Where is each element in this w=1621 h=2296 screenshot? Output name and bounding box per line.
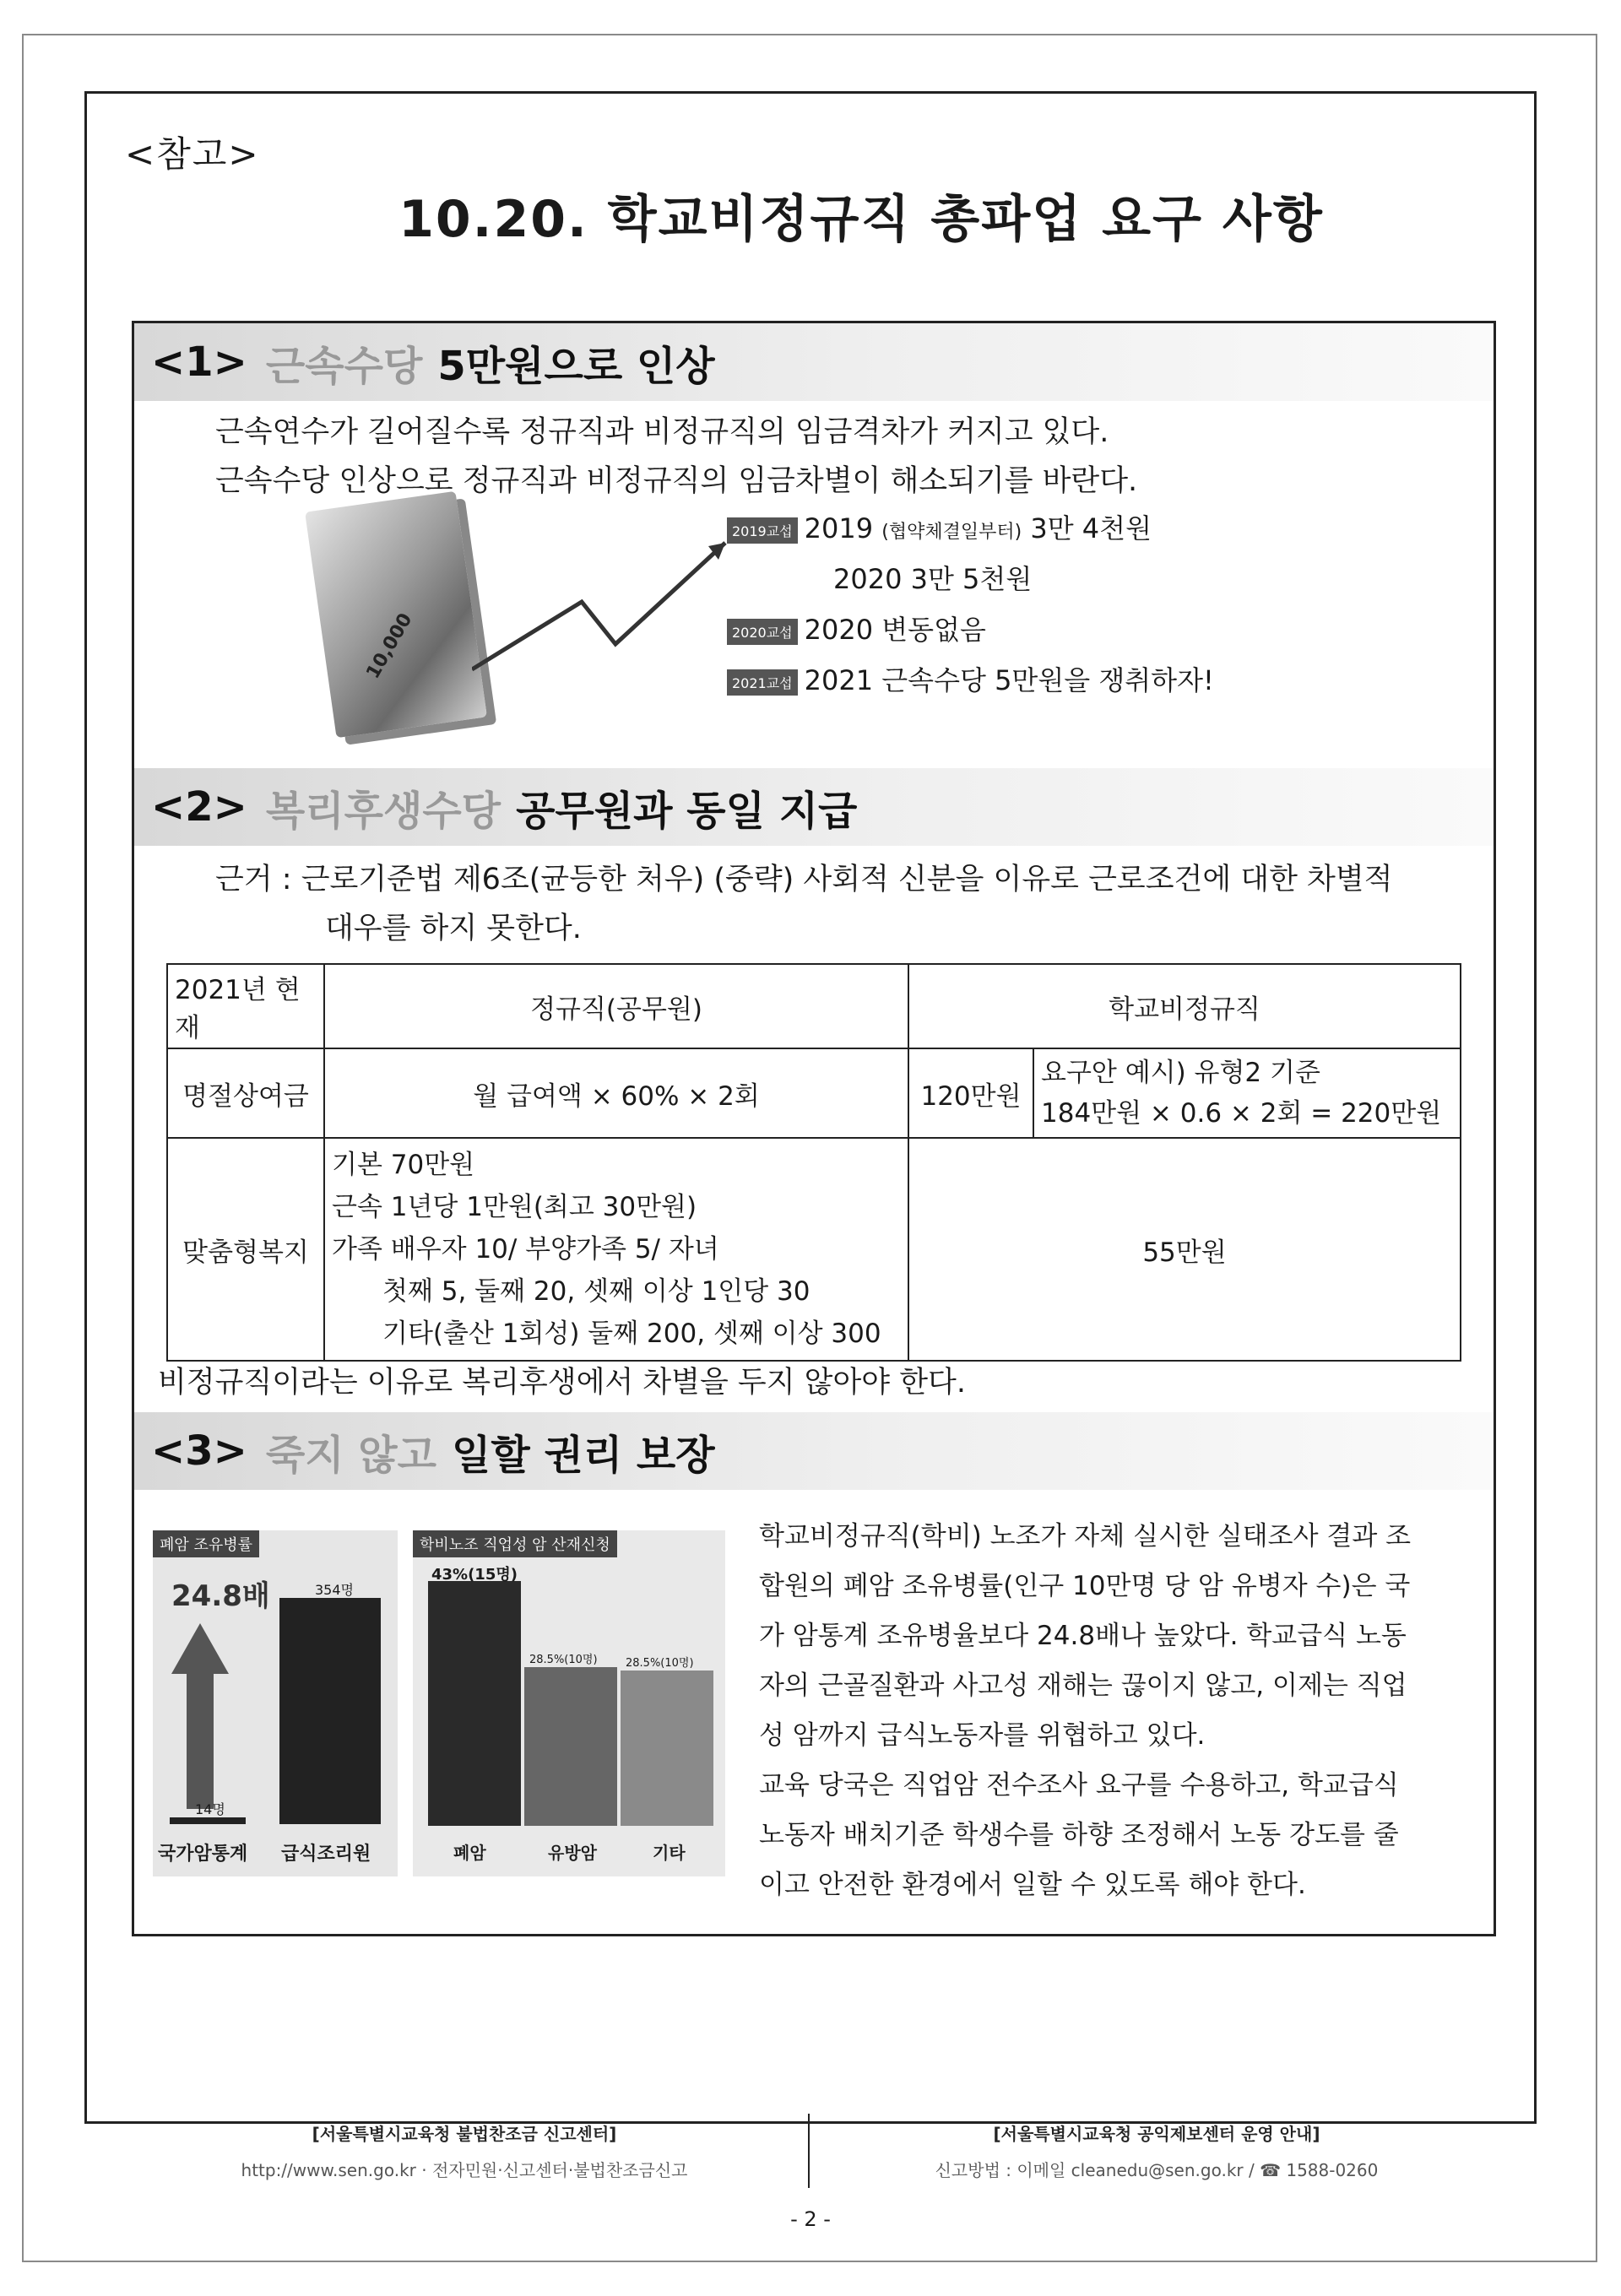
timeline-text: 변동없음 — [881, 614, 986, 646]
timeline-tag: 2020교섭 — [727, 619, 798, 645]
money-bundle-label: 10,000 — [362, 609, 417, 683]
paragraph-line: 성 암까지 급식노동자를 위협하고 있다. — [759, 1720, 1206, 1751]
chart-tag: 학비노조 직업성 암 산재신청 — [413, 1530, 617, 1557]
paragraph-line: 이고 안전한 환경에서 일할 수 있도록 해야 한다. — [759, 1870, 1306, 1900]
table-header-row — [167, 964, 1461, 1048]
table-cell: 120만원 — [908, 1048, 1033, 1138]
section3-heading-rest: 일할 권리 보장 — [452, 1431, 715, 1479]
paragraph-line: 가 암통계 조유병율보다 24.8배나 높았다. 학교급식 노동 — [759, 1621, 1407, 1651]
basis-line: 대우를 하지 못한다. — [325, 912, 582, 945]
section1-heading — [134, 323, 1494, 401]
table-row — [167, 1138, 1461, 1361]
section1-line: 근속수당 인상으로 정규직과 비정규직의 임금차별이 해소되기를 바란다. — [215, 464, 1138, 498]
multiplier-label: 24.8배 — [171, 1579, 270, 1613]
bar-value-label: 28.5%(10명) — [529, 1654, 598, 1666]
bar-label: 급식조리원 — [281, 1844, 371, 1865]
timeline-year: 2021 — [804, 664, 874, 696]
bar-value-label: 43%(15명) — [431, 1566, 518, 1584]
upward-trend-arrow — [472, 509, 742, 695]
bar-label: 기타 — [653, 1843, 686, 1863]
footer-right-contact[interactable]: 신고방법 : 이메일 cleanedu@sen.go.kr / ☎ 1588-0260 — [935, 2160, 1379, 2180]
footer-right — [827, 2120, 1486, 2181]
reference-label: <참고> — [125, 133, 260, 175]
timeline-tag: 2021교섭 — [727, 669, 798, 696]
benefit-comparison-table — [166, 963, 1461, 1362]
footer-right-title: [서울특별시교육청 공익제보센터 운영 안내] — [993, 2124, 1320, 2144]
paragraph-line: 학교비정규직(학비) 노조가 자체 실시한 실태조사 결과 조 — [759, 1521, 1412, 1551]
table-cell: 55만원 — [908, 1138, 1461, 1361]
footer-divider — [808, 2114, 810, 2188]
bar-label: 국가암통계 — [158, 1844, 248, 1865]
chart-tag: 폐암 조유병률 — [153, 1530, 259, 1557]
section3-heading — [134, 1412, 1494, 1490]
basis-line: 근로기준법 제6조(균등한 처우) (중략) 사회적 신분을 이유로 근로조건에 대한 차별적 — [301, 863, 1393, 896]
page-number: - 2 - — [790, 2207, 831, 2231]
document-title: 10.20. 학교비정규직 총파업 요구 사항 — [398, 190, 1324, 249]
section3-highlight: 죽지 않고 — [265, 1431, 437, 1479]
table-note: 요구안 예시) 유형2 기준 — [1041, 1058, 1320, 1088]
table-note: 184만원 × 0.6 × 2회 = 220만원 — [1041, 1098, 1442, 1129]
section2-heading — [134, 768, 1494, 846]
table-cell: 2021년 현재 — [167, 964, 324, 1048]
table-line: 가족 배우자 10/ 부양가족 5/ 자녀 — [332, 1234, 719, 1264]
section2-heading-rest: 공무원과 동일 지급 — [516, 787, 858, 835]
timeline-item — [727, 507, 1152, 546]
section2-basis — [215, 855, 1482, 953]
timeline-text: 3만 5천원 — [910, 563, 1033, 595]
timeline-item — [727, 609, 986, 647]
timeline-year: 2020 — [833, 563, 903, 595]
table-line: 기타(출산 1회성) 둘째 200, 셋째 이상 300 — [382, 1319, 881, 1349]
section1-line: 근속연수가 길어질수록 정규직과 비정규직의 임금격차가 커지고 있다. — [215, 415, 1109, 449]
timeline-text: 3만 4천원 — [1030, 512, 1152, 544]
timeline-year: 2020 — [804, 614, 874, 646]
timeline-item — [833, 558, 1032, 597]
section1-number: <1> — [151, 338, 247, 386]
timeline-year: 2019 — [804, 512, 874, 544]
table-line: 근속 1년당 1만원(최고 30만원) — [332, 1192, 697, 1222]
table-row-label: 명절상여금 — [167, 1048, 324, 1138]
table-cell: 월 급여액 × 60% × 2회 — [324, 1048, 908, 1138]
occupational-cancer-chart — [413, 1530, 725, 1876]
bar-value-label: 354명 — [315, 1582, 354, 1598]
table-cell — [1033, 1048, 1461, 1138]
section2-highlight: 복리후생수당 — [265, 787, 501, 835]
content-box — [132, 321, 1496, 1936]
bar-label: 폐암 — [453, 1843, 486, 1863]
bar-label: 유방암 — [548, 1843, 597, 1863]
lung-cancer-prevalence-chart — [153, 1530, 398, 1876]
table-header-nonregular: 학교비정규직 — [908, 964, 1461, 1048]
chart1-graphics — [153, 1530, 398, 1876]
section2-conclusion: 비정규직이라는 이유로 복리후생에서 차별을 두지 않아야 한다. — [158, 1366, 966, 1400]
section2-number: <2> — [151, 783, 247, 831]
section3-number: <3> — [151, 1427, 247, 1475]
section1-heading-rest: 5만원으로 인상 — [437, 342, 715, 390]
section3-paragraph — [759, 1512, 1482, 1910]
timeline-note: (협약체결일부터) — [881, 522, 1022, 543]
table-row-label: 맞춤형복지 — [167, 1138, 324, 1361]
table-header-regular: 정규직(공무원) — [324, 964, 908, 1048]
paragraph-line: 교육 당국은 직업암 전수조사 요구를 수용하고, 학교급식 — [759, 1770, 1399, 1801]
bar-value-label: 28.5%(10명) — [626, 1657, 694, 1670]
section1-highlight: 근속수당 — [265, 342, 423, 390]
bar-value-label: 14명 — [195, 1801, 225, 1817]
table-row — [167, 1048, 1461, 1138]
timeline-item — [727, 659, 1214, 698]
timeline-tag: 2019교섭 — [727, 517, 798, 544]
paragraph-line: 노동자 배치기준 학생수를 하향 조정해서 노동 강도를 줄 — [759, 1820, 1399, 1850]
paragraph-line: 자의 근골질환과 사고성 재해는 끊이지 않고, 이제는 직업 — [759, 1671, 1407, 1701]
footer-left — [135, 2120, 794, 2181]
table-line: 첫째 5, 둘째 20, 셋째 이상 1인당 30 — [382, 1276, 810, 1307]
footer-left-link[interactable]: http://www.sen.go.kr · 전자민원·신고센터·불법찬조금신고 — [241, 2160, 688, 2180]
table-cell — [324, 1138, 908, 1361]
timeline-text: 근속수당 5만원을 쟁취하자! — [881, 664, 1214, 696]
footer-left-title: [서울특별시교육청 불법찬조금 신고센터] — [312, 2124, 617, 2144]
table-line: 기본 70만원 — [332, 1150, 475, 1180]
section1-text — [215, 408, 1137, 506]
basis-label: 근거 : — [215, 863, 292, 896]
paragraph-line: 합원의 폐암 조유병률(인구 10만명 당 암 유병자 수)은 국 — [759, 1571, 1411, 1601]
